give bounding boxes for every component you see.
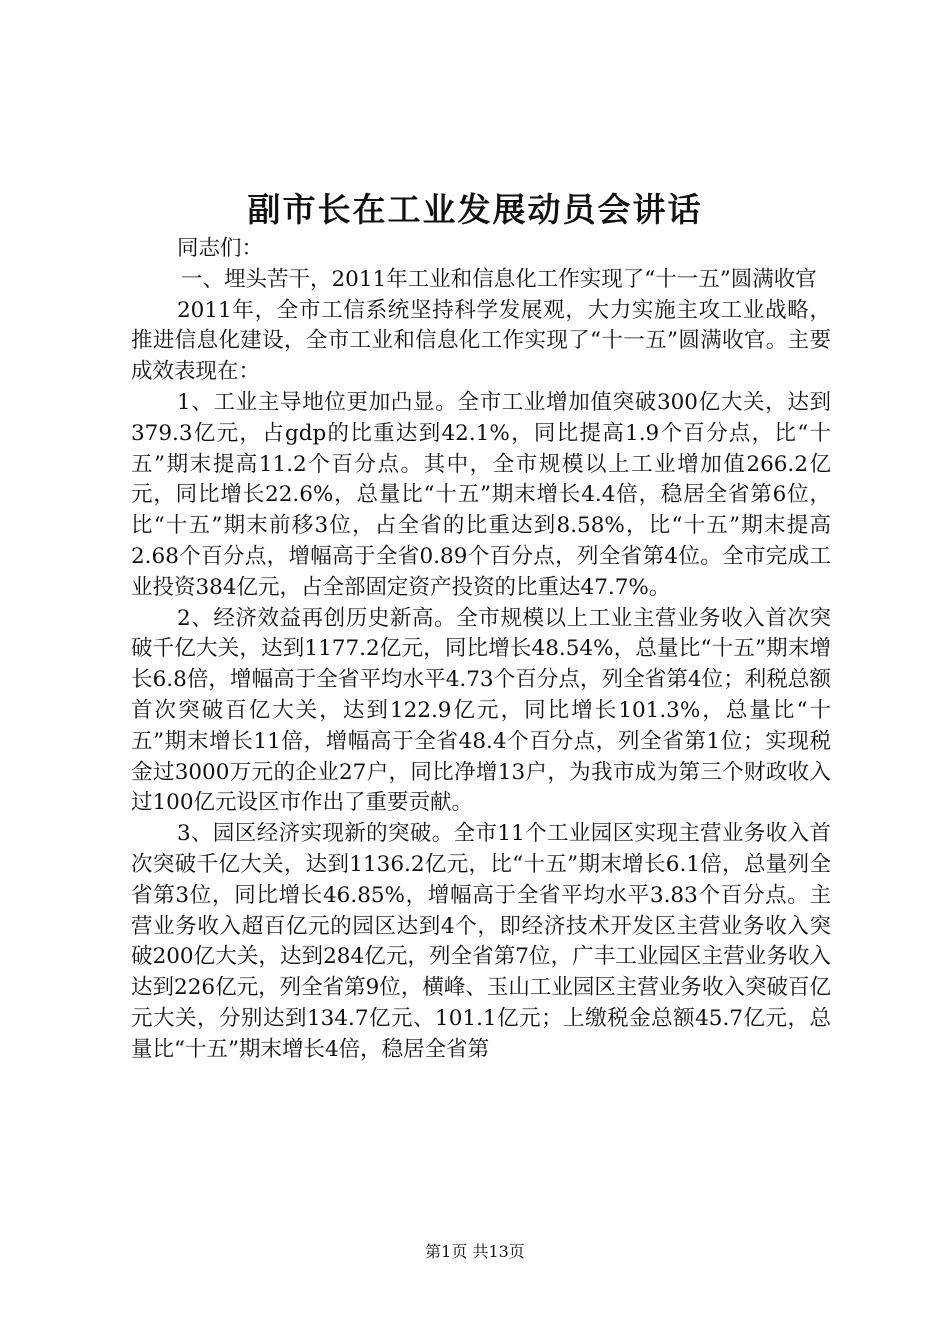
paragraph: 1、工业主导地位更加凸显。全市工业增加值突破300亿大关，达到379.3亿元，占gdp的比重达到42.1%，同比提高1.9个百分点，比“十五”期末提高11.2个百分点。其中，全市规模以上工业增加值266.2亿元，同比增长22.6%，总量比“十五”期末增长4.4倍，稳居全省第6位，比“十五”期末前移3位，占全省的比重达到8.58%，比“十五”期末提高2.68个百分点，增幅高于全省0.89个百分点，列全省第4位。全市完成工业投资384亿元，占全部固定资产投资的比重达47.7%。 (131, 389, 831, 600)
paragraph: 2011年，全市工信系统坚持科学发展观，大力实施主攻工业战略，推进信息化建设，全市工业和信息化工作实现了“十一五”圆满收官。主要成效表现在： (131, 297, 831, 385)
document-title: 副市长在工业发展动员会讲话 (247, 190, 703, 229)
paragraph: 2、经济效益再创历史新高。全市规模以上工业主营业务收入首次突破千亿大关，达到1177.2亿元，同比增长48.54%，总量比“十五”期末增长6.8倍，增幅高于全省平均水平4.73个百分点，列全省第4位；利税总额首次突破百亿大关，达到122.9亿元，同比增长101.3%，总量比“十五”期末增长11倍，增幅高于全省48.4个百分点，列全省第1位；实现税金过3000万元的企业27户，同比净增13户，为我市成为第三个财政收入过100亿元设区市作出了重要贡献。 (131, 605, 831, 816)
page-number: 第1页 共13页 (425, 1242, 525, 1261)
paragraph: 3、园区经济实现新的突破。全市11个工业园区实现主营业务收入首次突破千亿大关，达到1136.2亿元，比“十五”期末增长6.1倍，总量列全省第3位，同比增长46.85%，增幅高于全省平均水平3.83个百分点。主营业务收入超百亿元的园区达到4个，即经济技术开发区主营业务收入突破200亿大关，达到284亿元，列全省第7位，广丰工业园区主营业务收入达到226亿元，列全省第9位，横峰、玉山工业园区主营业务收入突破百亿元大关，分别达到134.7亿元、101.1亿元；上缴税金总额45.7亿元，总量比“十五”期末增长4倍，稳居全省第 (131, 821, 831, 1062)
salutation: 同志们： (177, 236, 264, 261)
section-heading: 一、埋头苦干，2011年工业和信息化工作实现了“十一五”圆满收官 (181, 266, 817, 292)
document-body (131, 234, 831, 1066)
